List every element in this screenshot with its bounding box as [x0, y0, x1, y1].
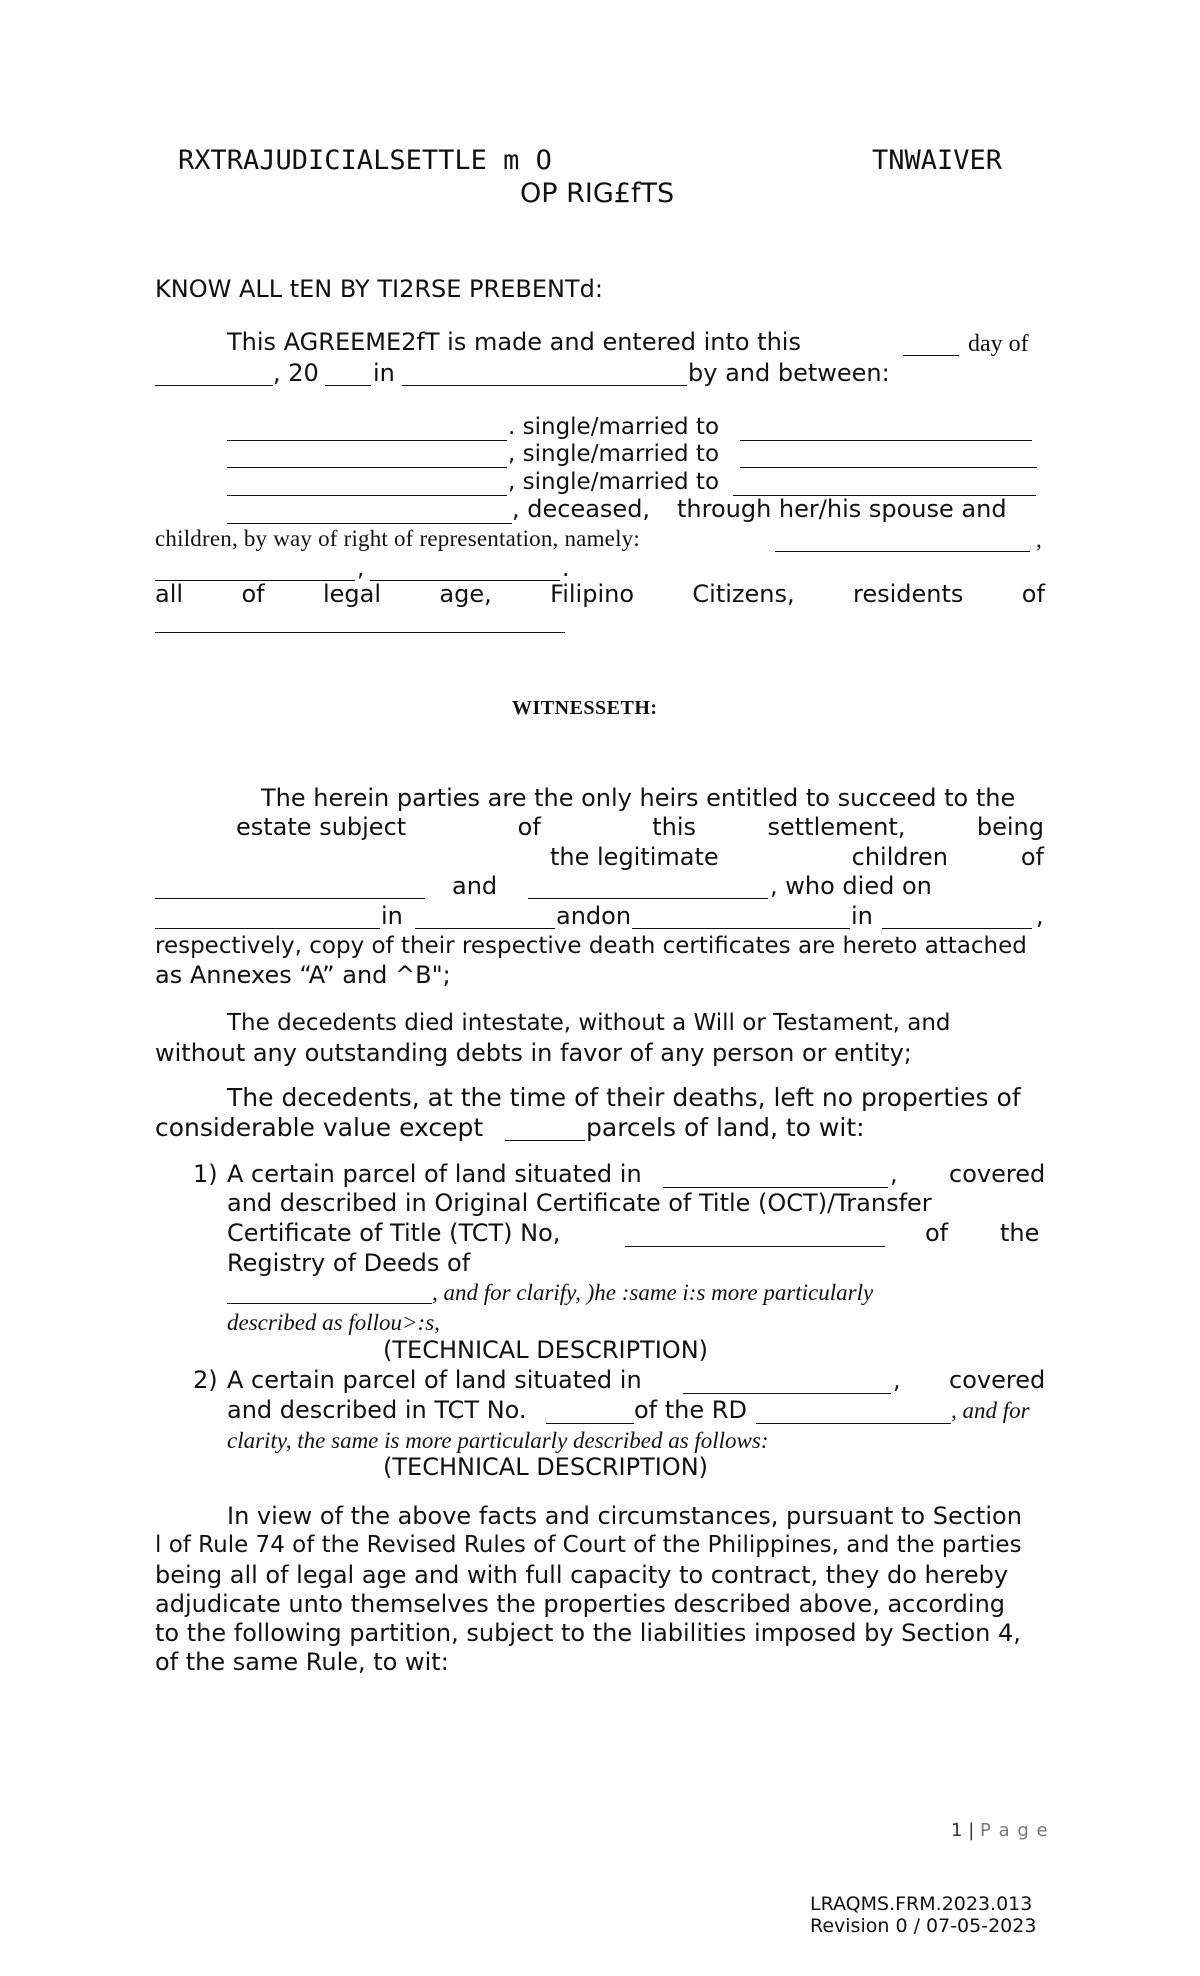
parcel-2-line2b: of the RD — [634, 1396, 747, 1424]
closing-line-6: of the same Rule, to wit: — [155, 1648, 449, 1676]
word: all — [155, 580, 184, 608]
blank-year[interactable] — [325, 385, 371, 386]
word: this — [652, 813, 697, 841]
blank-parcel-1-registry[interactable] — [227, 1303, 432, 1304]
heirs-and: and — [452, 872, 498, 900]
party-2-status: , single/married to — [508, 441, 720, 467]
agreement-in: in — [373, 359, 395, 387]
word: of — [517, 813, 541, 841]
agreement-year: , 20 — [273, 359, 319, 387]
agreement-day: day of — [968, 331, 1029, 357]
parcel-1-technical: (TECHNICAL DESCRIPTION) — [383, 1336, 709, 1364]
word: of — [1020, 843, 1044, 871]
agreement-text: This AGREEME2fT is made and entered into this — [227, 328, 801, 356]
parcel-2-number: 2) — [193, 1366, 218, 1394]
blank-parcel-2-tct[interactable] — [546, 1423, 634, 1424]
word: of — [241, 580, 265, 608]
blank-deceased[interactable] — [227, 523, 512, 524]
blank-party-2[interactable] — [227, 467, 507, 468]
parcel-1-of: of — [925, 1219, 949, 1247]
word: settlement, — [767, 813, 906, 841]
blank-parcel-1-tct[interactable] — [625, 1246, 885, 1247]
parcel-1-line2: and described in Original Certificate of Title (OCT)/Transfer — [227, 1189, 932, 1217]
word: age, — [439, 580, 492, 608]
heirs-in-2: in — [851, 902, 873, 930]
children-comma-2: , — [357, 556, 365, 582]
page-separator: | — [968, 1820, 975, 1841]
deceased-text: , deceased, — [512, 495, 651, 523]
parcel-1-line4: Registry of Deeds of — [227, 1249, 471, 1277]
blank-death-place-1[interactable] — [415, 928, 555, 929]
heirs-line-2 — [236, 813, 1044, 841]
parcel-1-line5: , and for clarify, )he :same i:s more particularly — [432, 1280, 874, 1305]
closing-line-2: l of Rule 74 of the Revised Rules of Court of the Philippines, and the parties — [155, 1532, 1022, 1558]
heirs-andon: andon — [556, 902, 632, 930]
parcel-1-line6: described as follou>:s, — [227, 1310, 440, 1335]
parcel-1-line3: Certificate of Title (TCT) No, — [227, 1219, 561, 1247]
word: estate subject — [236, 813, 407, 841]
deceased-spouse-text: through her/his spouse and — [677, 495, 1007, 523]
form-code: LRAQMS.FRM.2023.013 — [810, 1893, 1033, 1915]
blank-parcel-count[interactable] — [505, 1140, 585, 1141]
heirs-line-1: The herein parties are the only heirs entitled to succeed to the — [261, 784, 1016, 812]
blank-party-3[interactable] — [227, 495, 507, 496]
parcel-1-number: 1) — [193, 1160, 218, 1188]
word: Citizens, — [692, 580, 795, 608]
blank-parent-2[interactable] — [528, 898, 768, 899]
word: residents — [853, 580, 964, 608]
blank-spouse-2[interactable] — [740, 467, 1037, 468]
blank-residence[interactable] — [155, 632, 565, 633]
parcel-2-technical: (TECHNICAL DESCRIPTION) — [383, 1453, 709, 1481]
party-3-status: , single/married to — [508, 469, 720, 495]
parcel-2-comma: , — [893, 1366, 901, 1394]
blank-party-1[interactable] — [227, 440, 507, 441]
blank-death-date-1[interactable] — [155, 928, 380, 929]
closing-line-1: In view of the above facts and circumstances, pursuant to Section — [227, 1502, 1022, 1530]
closing-line-4: adjudicate unto themselves the properties described above, according — [155, 1590, 1006, 1618]
residents-line — [155, 580, 1045, 608]
document-title-line1a: RXTRAJUDICIALSETTLE m O — [178, 145, 552, 176]
word: legal — [322, 580, 382, 608]
witnesseth-heading: WITNESSETH: — [512, 697, 658, 719]
properties-line-2b: parcels of land, to wit: — [586, 1113, 865, 1142]
blank-month[interactable] — [155, 385, 273, 386]
party-1-status: . single/married to — [508, 414, 720, 440]
blank-parcel-2-rd[interactable] — [756, 1423, 951, 1424]
word: of — [1021, 580, 1045, 608]
parcel-1-line1: A certain parcel of land situated in — [227, 1160, 642, 1188]
page-number: 1 — [951, 1820, 963, 1841]
heirs-comma: , — [1036, 902, 1044, 930]
heirs-who-died: , who died on — [770, 872, 932, 900]
blank-parcel-1-location[interactable] — [663, 1187, 888, 1188]
know-all-heading: KNOW ALL tEN BY TI2RSE PREBENTd: — [155, 275, 603, 303]
intestate-line-2: without any outstanding debts in favor of any person or entity; — [155, 1039, 912, 1067]
blank-death-place-2[interactable] — [882, 928, 1032, 929]
properties-line-2a: considerable value except — [155, 1113, 484, 1142]
word: children — [851, 843, 948, 871]
word: the legitimate — [550, 843, 719, 871]
page-indicator — [951, 1820, 1049, 1841]
blank-parcel-2-location[interactable] — [683, 1393, 891, 1394]
document-title-line2: OP RIG£fTS — [520, 178, 675, 209]
parcel-2-line2c: , and for — [951, 1398, 1030, 1423]
parcel-2-line1: A certain parcel of land situated in — [227, 1366, 642, 1394]
parcel-1-comma: , — [890, 1160, 898, 1188]
closing-line-5: to the following partition, subject to the liabilities imposed by Section 4, — [155, 1619, 1021, 1647]
parcel-2-covered: covered — [949, 1366, 1046, 1394]
heirs-in-1: in — [381, 902, 403, 930]
intestate-line-1: The decedents died intestate, without a Will or Testament, and — [227, 1010, 951, 1036]
blank-place[interactable] — [402, 385, 687, 386]
blank-parent-1[interactable] — [155, 898, 425, 899]
parcel-2-line3: clarity, the same is more particularly described as follows: — [227, 1428, 769, 1453]
properties-line-1: The decedents, at the time of their deaths, left no properties of — [227, 1083, 1021, 1112]
parcel-1-covered: covered — [949, 1160, 1046, 1188]
blank-children-1[interactable] — [775, 551, 1030, 552]
children-comma: , — [1036, 527, 1042, 552]
word: being — [976, 813, 1044, 841]
closing-line-3: being all of legal age and with full capacity to contract, they do hereby — [155, 1561, 1009, 1589]
blank-day[interactable] — [903, 355, 959, 356]
heirs-annexes: as Annexes “A” and ^B"; — [155, 961, 451, 989]
heirs-line-3 — [550, 843, 1044, 871]
blank-death-date-2[interactable] — [632, 928, 850, 929]
word: Filipino — [550, 580, 634, 608]
children-period: . — [562, 556, 570, 582]
parcel-2-line2a: and described in TCT No. — [227, 1396, 527, 1424]
document-title-line1b: TNWAIVER — [872, 145, 1003, 176]
revision-info: Revision 0 / 07-05-2023 — [810, 1915, 1037, 1937]
children-representation: children, by way of right of representation, namely: — [155, 526, 640, 551]
page-word: P a g e — [980, 1820, 1049, 1841]
blank-spouse-1[interactable] — [740, 440, 1032, 441]
parcel-1-the: the — [1000, 1219, 1040, 1247]
agreement-between: by and between: — [688, 359, 890, 387]
heirs-respectively: respectively, copy of their respective death certificates are hereto attached — [155, 933, 1027, 959]
